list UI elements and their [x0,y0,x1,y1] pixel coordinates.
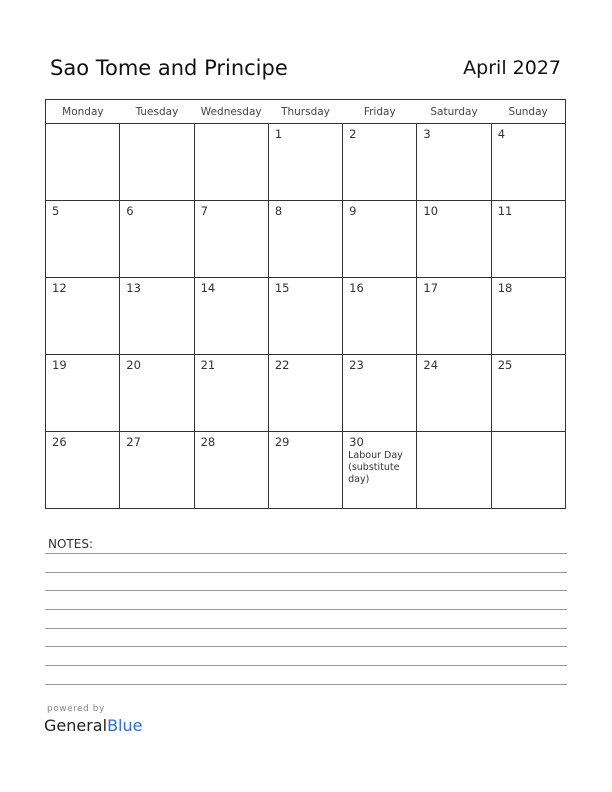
day-number: 1 [274,127,283,141]
day-number: 28 [200,435,216,449]
day-cell [194,278,268,355]
weekday-header: Monday [46,100,120,124]
day-cell [46,201,120,278]
day-cell [46,124,120,201]
day-number: 13 [126,281,141,295]
week-row [46,278,566,355]
day-number: 20 [126,358,141,372]
note-line [45,553,567,554]
day-cell [268,124,342,201]
powered-by-text: powered by [47,704,105,714]
notes-label: NOTES: [48,537,93,551]
weekday-header: Wednesday [194,100,268,124]
calendar-country-title: Sao Tome and Principe [50,56,288,80]
day-cell [491,355,565,432]
day-number: 2 [349,127,357,141]
day-number: 15 [274,281,290,295]
day-cell [343,124,417,201]
day-number: 21 [200,358,216,372]
day-cell [491,432,565,509]
day-cell [417,355,491,432]
day-cell [194,355,268,432]
calendar-grid [45,99,566,509]
day-number: 10 [423,204,439,218]
day-cell [491,278,565,355]
day-cell [120,201,194,278]
day-cell [194,432,268,509]
week-row [46,355,566,432]
day-number: 25 [497,358,513,372]
day-cell [343,432,417,509]
day-cell [343,278,417,355]
day-cell [46,355,120,432]
day-cell [120,278,194,355]
day-cell [120,355,194,432]
day-cell [268,432,342,509]
day-number: 12 [52,281,67,295]
day-number: 8 [274,204,283,218]
brand-blue-text: Blue [107,716,143,735]
day-number: 26 [52,435,67,449]
day-number: 24 [423,358,439,372]
note-line [45,590,567,591]
day-number: 18 [497,281,513,295]
day-cell [343,355,417,432]
day-number: 9 [349,204,357,218]
brand-general-text: General [44,716,108,735]
day-number: 30 [349,435,364,449]
weekday-header: Sunday [491,100,565,124]
brand-logo [44,716,142,735]
day-number: 3 [423,127,431,141]
day-number: 11 [497,204,513,218]
week-row [46,201,566,278]
day-cell [417,124,491,201]
day-cell [417,278,491,355]
weekday-header: Friday [343,100,417,124]
calendar-month-title: April 2027 [463,57,561,79]
day-cell [46,278,120,355]
day-cell [120,432,194,509]
day-cell [491,201,565,278]
day-number: 19 [52,358,67,372]
note-line [45,646,567,647]
day-cell [120,124,194,201]
day-number: 27 [126,435,141,449]
note-line [45,628,567,629]
day-number: 22 [274,358,290,372]
day-cell [268,278,342,355]
day-number: 17 [423,281,439,295]
day-cell [268,355,342,432]
day-cell [417,201,491,278]
day-cell [268,201,342,278]
day-cell [491,124,565,201]
day-number: 7 [200,204,208,218]
note-line [45,609,567,610]
day-number: 16 [349,281,364,295]
day-number: 4 [497,127,506,141]
note-line [45,572,567,573]
note-line [45,665,567,666]
day-cell [46,432,120,509]
day-cell [194,201,268,278]
day-number: 6 [126,204,134,218]
day-cell [343,201,417,278]
day-number: 23 [349,358,364,372]
weekday-header-row [46,100,566,124]
day-number: 5 [52,204,60,218]
day-cell [417,432,491,509]
day-cell [194,124,268,201]
week-row [46,432,566,509]
holiday-event-label: Labour Day (substitute day) [348,450,403,485]
weekday-header: Tuesday [120,100,194,124]
week-row [46,124,566,201]
day-number: 14 [200,281,216,295]
day-number: 29 [274,435,290,449]
weekday-header: Thursday [268,100,342,124]
weekday-header: Saturday [417,100,491,124]
note-line [45,684,567,685]
